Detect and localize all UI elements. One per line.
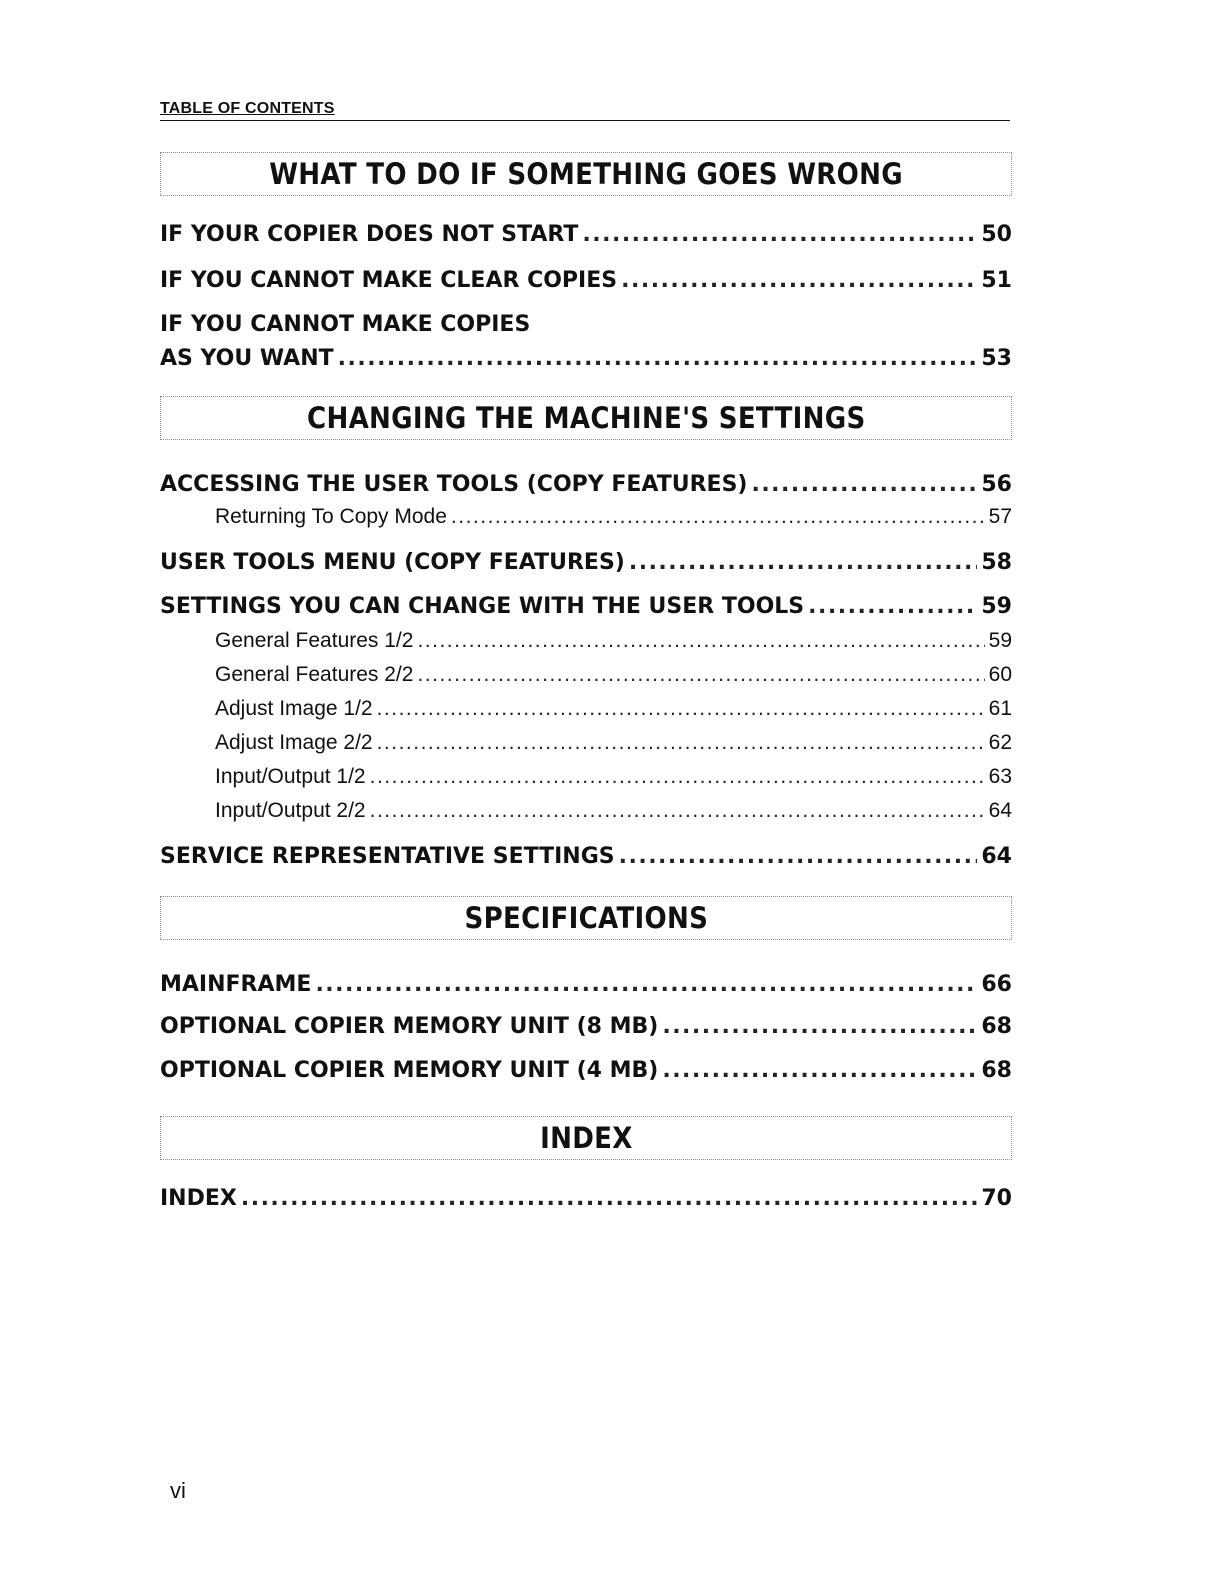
dot-leader [751, 472, 977, 497]
dot-leader [377, 731, 985, 755]
dot-leader [808, 594, 977, 619]
toc-entry[interactable] [160, 1186, 1012, 1211]
toc-entry-page: 59 [988, 629, 1012, 652]
toc-entry-page: 53 [981, 346, 1012, 371]
toc-entry-page: 70 [981, 1186, 1012, 1211]
toc-entry-page: 68 [981, 1014, 1012, 1039]
toc-entry-label: SERVICE REPRESENTATIVE SETTINGS [160, 844, 615, 869]
header-title: TABLE OF CONTENTS [160, 100, 335, 117]
section-heading: INDEX [539, 1121, 633, 1155]
toc-entry[interactable] [160, 844, 1012, 869]
toc-entry[interactable] [160, 594, 1012, 619]
section-heading: SPECIFICATIONS [464, 901, 708, 935]
toc-entry-label: SETTINGS YOU CAN CHANGE WITH THE USER TOOLS [160, 594, 805, 619]
toc-subentry[interactable] [215, 697, 1012, 721]
section-heading-box [160, 896, 1012, 940]
toc-entry-label-line1: IF YOU CANNOT MAKE COPIES [160, 312, 531, 337]
dot-leader [370, 799, 985, 823]
dot-leader [629, 550, 978, 575]
section-heading: CHANGING THE MACHINE'S SETTINGS [306, 401, 866, 435]
toc-entry-label: Input/Output 2/2 [215, 799, 366, 822]
toc-entry[interactable] [160, 472, 1012, 497]
section-heading-box [160, 1116, 1012, 1160]
toc-entry-label: ACCESSING THE USER TOOLS (COPY FEATURES) [160, 472, 748, 497]
dot-leader [377, 697, 985, 721]
toc-subentry[interactable] [215, 663, 1012, 687]
toc-subentry[interactable] [215, 765, 1012, 789]
toc-entry[interactable] [160, 1058, 1012, 1083]
toc-entry-page: 68 [981, 1058, 1012, 1083]
toc-entry[interactable] [160, 972, 1012, 997]
section-heading-box [160, 396, 1012, 440]
toc-entry-label: IF YOUR COPIER DOES NOT START [160, 222, 579, 247]
toc-entry[interactable] [160, 1014, 1012, 1039]
dot-leader [621, 268, 977, 293]
toc-entry-page: 61 [988, 697, 1012, 720]
section-heading: WHAT TO DO IF SOMETHING GOES WRONG [269, 157, 903, 191]
toc-entry-page: 59 [981, 594, 1012, 619]
dot-leader [582, 222, 977, 247]
toc-entry-label: General Features 2/2 [215, 663, 414, 686]
toc-entry-page: 64 [981, 844, 1012, 869]
dot-leader [241, 1186, 978, 1211]
toc-entry-page: 60 [988, 663, 1012, 686]
dot-leader [338, 346, 978, 371]
toc-entry-page: 64 [988, 799, 1012, 822]
section-heading-box [160, 152, 1012, 196]
dot-leader [417, 663, 984, 687]
toc-subentry[interactable] [215, 629, 1012, 653]
toc-entry[interactable] [160, 312, 1012, 371]
toc-subentry[interactable] [215, 505, 1012, 529]
toc-subentry[interactable] [215, 799, 1012, 823]
toc-entry-label: Returning To Copy Mode [215, 505, 447, 528]
toc-entry-page: 66 [981, 972, 1012, 997]
toc-entry[interactable] [160, 550, 1012, 575]
toc-entry-page: 57 [988, 505, 1012, 528]
dot-leader [619, 844, 978, 869]
dot-leader [662, 1014, 977, 1039]
toc-entry-page: 51 [981, 268, 1012, 293]
toc-entry[interactable] [160, 222, 1012, 247]
dot-leader [370, 765, 985, 789]
running-header [160, 100, 1010, 121]
toc-entry-label: General Features 1/2 [215, 629, 414, 652]
toc-entry-label: Input/Output 1/2 [215, 765, 366, 788]
toc-entry-label: INDEX [160, 1186, 237, 1211]
dot-leader [451, 505, 985, 529]
page-number: vi [170, 1478, 186, 1503]
toc-entry-label-line2: AS YOU WANT [160, 346, 334, 371]
toc-entry-page: 62 [988, 731, 1012, 754]
dot-leader [662, 1058, 977, 1083]
toc-entry-label: OPTIONAL COPIER MEMORY UNIT (8 MB) [160, 1014, 659, 1039]
toc-entry-label: IF YOU CANNOT MAKE CLEAR COPIES [160, 268, 618, 293]
toc-subentry[interactable] [215, 731, 1012, 755]
toc-entry-label: MAINFRAME [160, 972, 312, 997]
toc-entry-label: Adjust Image 1/2 [215, 697, 373, 720]
toc-entry-page: 50 [981, 222, 1012, 247]
toc-entry-page: 56 [981, 472, 1012, 497]
toc-entry-label: USER TOOLS MENU (COPY FEATURES) [160, 550, 625, 575]
toc-entry-label: OPTIONAL COPIER MEMORY UNIT (4 MB) [160, 1058, 659, 1083]
dot-leader [315, 972, 977, 997]
toc-entry-label: Adjust Image 2/2 [215, 731, 373, 754]
dot-leader [417, 629, 984, 653]
toc-entry-page: 58 [981, 550, 1012, 575]
toc-entry-page: 63 [988, 765, 1012, 788]
toc-entry[interactable] [160, 268, 1012, 293]
